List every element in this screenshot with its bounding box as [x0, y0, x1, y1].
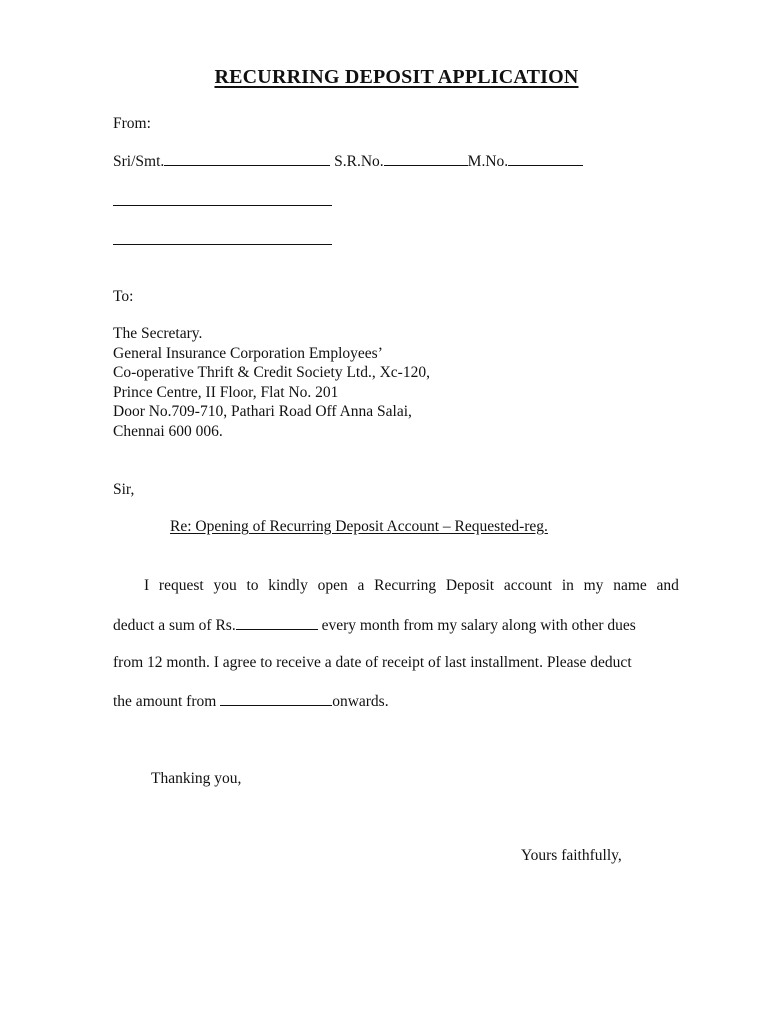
thanking-text: Thanking you,: [151, 770, 242, 787]
body-line-4: [113, 691, 679, 712]
body-line-2: [113, 615, 679, 636]
body-word: account: [503, 577, 553, 594]
body-word: request: [158, 577, 204, 594]
body-line-3: from 12 month. I agree to receive a date of receipt of last installment. Please deduct: [113, 654, 632, 671]
body-word: I: [144, 577, 150, 594]
body-word: and: [656, 577, 679, 594]
srno-blank[interactable]: [384, 151, 468, 166]
body-word: Deposit: [445, 577, 495, 594]
body-text: the amount from: [113, 693, 221, 710]
to-label: To:: [113, 288, 134, 305]
mno-blank[interactable]: [508, 151, 583, 166]
start-date-blank[interactable]: [220, 691, 332, 706]
body-text: every month from my salary along with other dues: [317, 617, 636, 634]
address-blank-line-2[interactable]: [113, 244, 332, 245]
subject-line: Re: Opening of Recurring Deposit Account – Requested-reg.: [170, 518, 548, 535]
salutation: Sir,: [113, 481, 135, 498]
amount-blank[interactable]: [236, 615, 318, 630]
body-word: a: [357, 577, 365, 594]
body-word: kindly: [268, 577, 308, 594]
signoff-text: Yours faithfully,: [521, 847, 622, 864]
body-word: name: [613, 577, 647, 594]
srno-label: S.R.No.: [334, 153, 384, 170]
address-line: General Insurance Corporation Employees’: [113, 344, 383, 362]
body-word: you: [213, 577, 237, 594]
body-text: onwards.: [332, 693, 389, 710]
recipient-address: [113, 324, 430, 441]
body-word: in: [561, 577, 574, 594]
mno-label: M.No.: [467, 153, 509, 170]
name-label: Sri/Smt.: [113, 153, 165, 170]
body-line-1: [144, 576, 679, 596]
body-word: open: [317, 577, 348, 594]
from-label: From:: [113, 115, 151, 132]
address-line: The Secretary.: [113, 325, 203, 342]
document-title: RECURRING DEPOSIT APPLICATION: [214, 66, 579, 88]
name-blank[interactable]: [164, 151, 330, 166]
address-line: Chennai 600 006.: [113, 422, 223, 440]
body-text: deduct a sum of Rs.: [113, 617, 236, 634]
body-word: my: [583, 577, 604, 594]
address-line: Co-operative Thrift & Credit Society Ltd., Xc-120,: [113, 364, 430, 381]
body-word: to: [246, 577, 259, 594]
address-line: Door No.709-710, Pathari Road Off Anna Salai,: [113, 403, 412, 420]
sender-details-line: [113, 151, 583, 172]
body-word: Recurring: [374, 577, 437, 594]
address-blank-line-1[interactable]: [113, 205, 332, 206]
address-line: Prince Centre, II Floor, Flat No. 201: [113, 383, 339, 401]
